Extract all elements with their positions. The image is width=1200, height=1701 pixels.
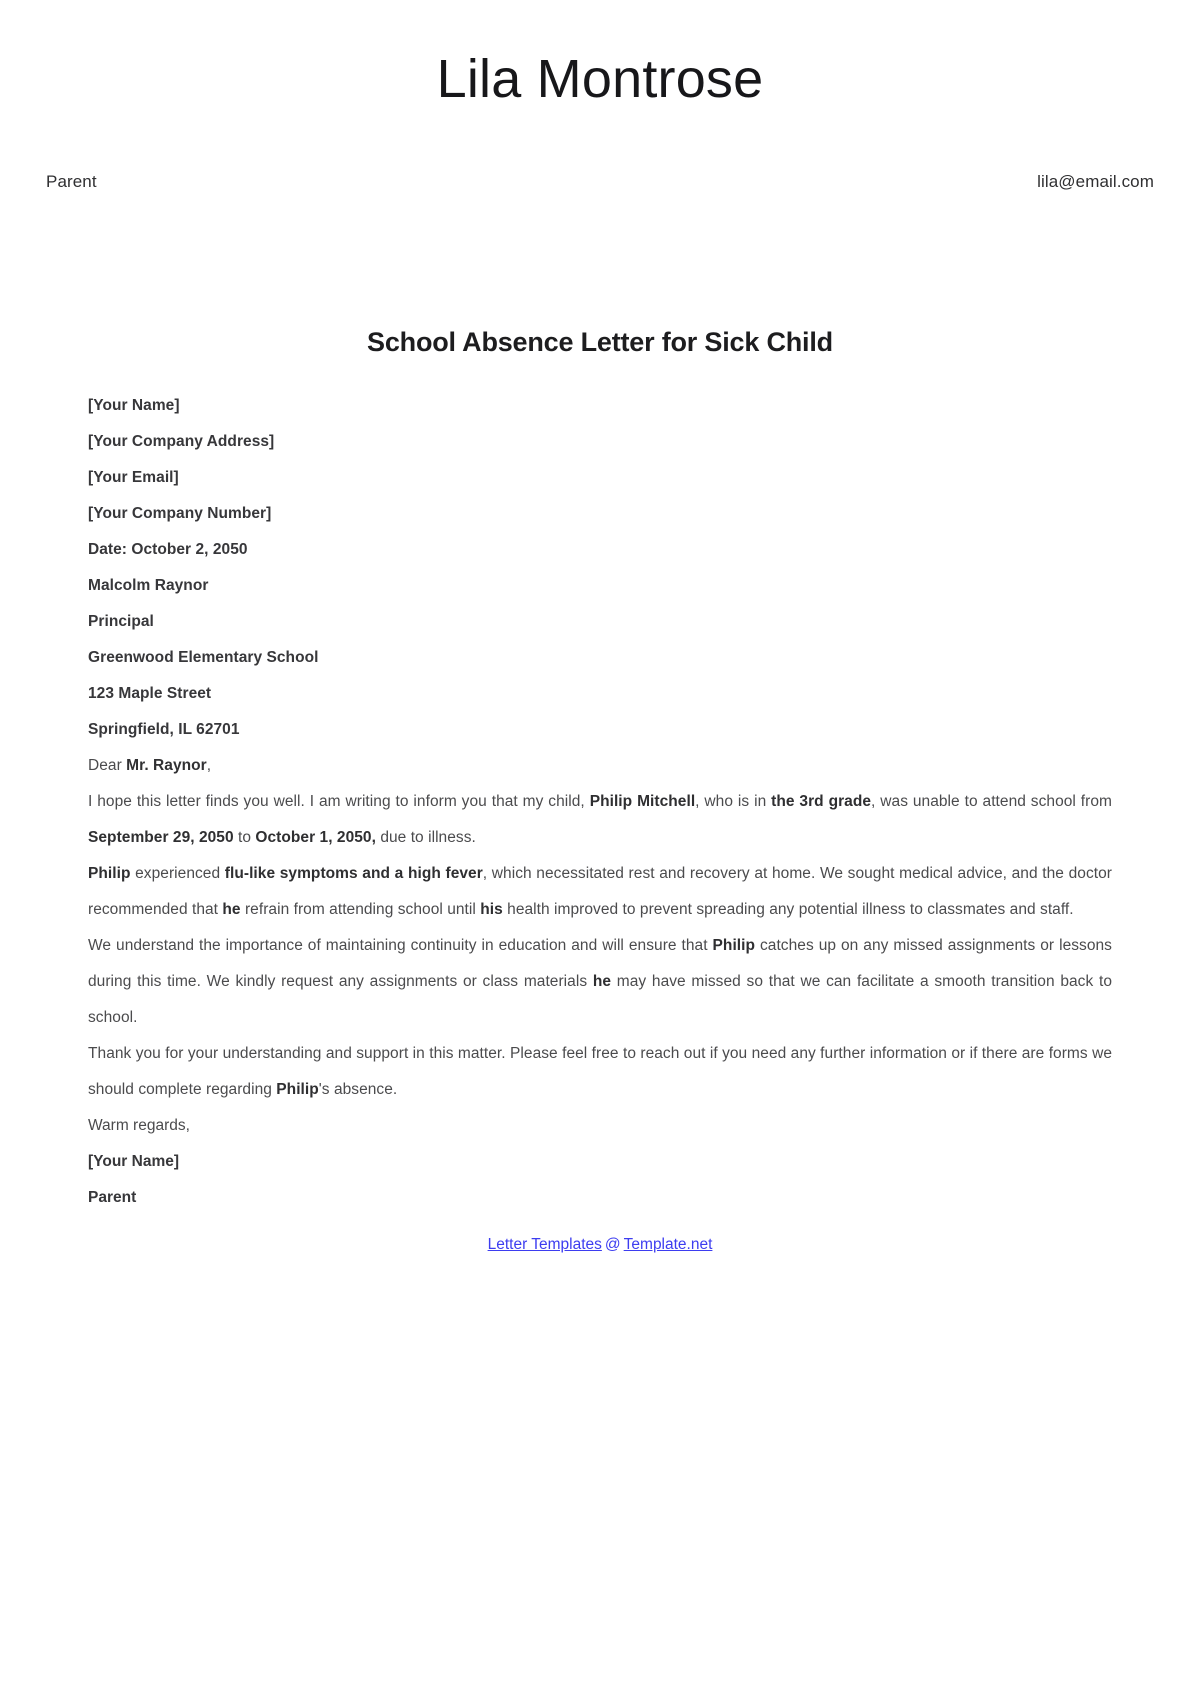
p1-child-name: Philip Mitchell: [589, 793, 696, 810]
salutation-recipient-name: Mr. Raynor: [126, 757, 207, 774]
p1-text-2: , who is in: [695, 793, 772, 810]
signature-name: [Your Name]: [88, 1153, 180, 1170]
recipient-city-state-zip: Springfield, IL 62701: [88, 721, 240, 738]
p2-text-1: experienced: [130, 865, 225, 882]
paragraph-one: [88, 784, 1112, 856]
letterhead-role: Parent: [46, 172, 97, 191]
sender-line-email: [Your Email]: [88, 469, 179, 486]
letter-body: [0, 327, 1200, 1254]
recipient-street: 123 Maple Street: [88, 685, 212, 702]
footer-attribution: [88, 1236, 1112, 1254]
p3-text-2: catches up on any missed assignments or lessons during this time. We kindly request any assignments or class materials: [88, 937, 1112, 990]
valediction: Warm regards,: [88, 1117, 190, 1134]
p2-text-4: health improved to prevent spreading any potential illness to classmates and staff.: [502, 901, 1074, 918]
p2-text-3: refrain from attending school until: [240, 901, 481, 918]
recipient-organization: Greenwood Elementary School: [88, 649, 319, 666]
recipient-title: Principal: [88, 613, 154, 630]
signature-role: Parent: [88, 1189, 137, 1206]
recipient-address-block: [88, 568, 1112, 748]
sender-line-name: [Your Name]: [88, 397, 180, 414]
p1-start-date: September 29, 2050: [88, 829, 234, 846]
p1-text-5: due to illness.: [375, 829, 476, 846]
p3-text-3: may have missed so that we can facilitate a smooth transition back to school.: [88, 973, 1112, 1026]
salutation-suffix: ,: [206, 757, 212, 774]
paragraph-four: [88, 1036, 1112, 1108]
sender-line-number: [Your Company Number]: [88, 505, 272, 522]
p4-text-1: Thank you for your understanding and support in this matter. Please feel free to reach out if you need any further information or if there are forms we should complete regarding: [88, 1045, 1112, 1098]
p2-text-2: , which necessitated rest and recovery at home. We sought medical advice, and the doctor recommended that: [88, 865, 1112, 918]
p1-text-1: I hope this letter finds you well. I am writing to inform you that my child,: [88, 793, 590, 810]
p3-child-name: Philip: [712, 937, 756, 954]
salutation-prefix: Dear: [88, 757, 127, 774]
salutation: [88, 748, 1112, 784]
p2-pronoun-2: his: [480, 901, 503, 918]
letterhead-meta-row: [0, 172, 1200, 192]
p2-pronoun-1: he: [222, 901, 241, 918]
p4-child-name: Philip: [276, 1081, 319, 1098]
p2-symptoms: flu-like symptoms and a high fever: [224, 865, 483, 882]
p4-text-2: 's absence.: [318, 1081, 398, 1098]
letterhead-email: lila@email.com: [1037, 172, 1154, 191]
page-title: School Absence Letter for Sick Child: [367, 327, 833, 357]
p1-text-3: , was unable to attend school from: [871, 793, 1113, 810]
footer-separator: @: [604, 1236, 621, 1253]
letterhead-name: Lila Montrose: [436, 49, 764, 109]
sender-address-block: [88, 388, 1112, 568]
p1-grade: the 3rd grade: [771, 793, 872, 810]
p3-pronoun: he: [592, 973, 612, 990]
letter-templates-link[interactable]: Letter Templates: [487, 1236, 602, 1253]
paragraph-three: [88, 928, 1112, 1036]
recipient-name: Malcolm Raynor: [88, 577, 209, 594]
p1-end-date: October 1, 2050,: [255, 829, 376, 846]
paragraph-two: [88, 856, 1112, 928]
p1-text-4: to: [233, 829, 256, 846]
p2-child-name: Philip: [88, 865, 131, 882]
sender-line-address: [Your Company Address]: [88, 433, 275, 450]
p3-text-1: We understand the importance of maintaining continuity in education and will ensure that: [88, 937, 713, 954]
template-net-link[interactable]: Template.net: [623, 1236, 713, 1253]
letter-date: Date: October 2, 2050: [88, 541, 248, 558]
